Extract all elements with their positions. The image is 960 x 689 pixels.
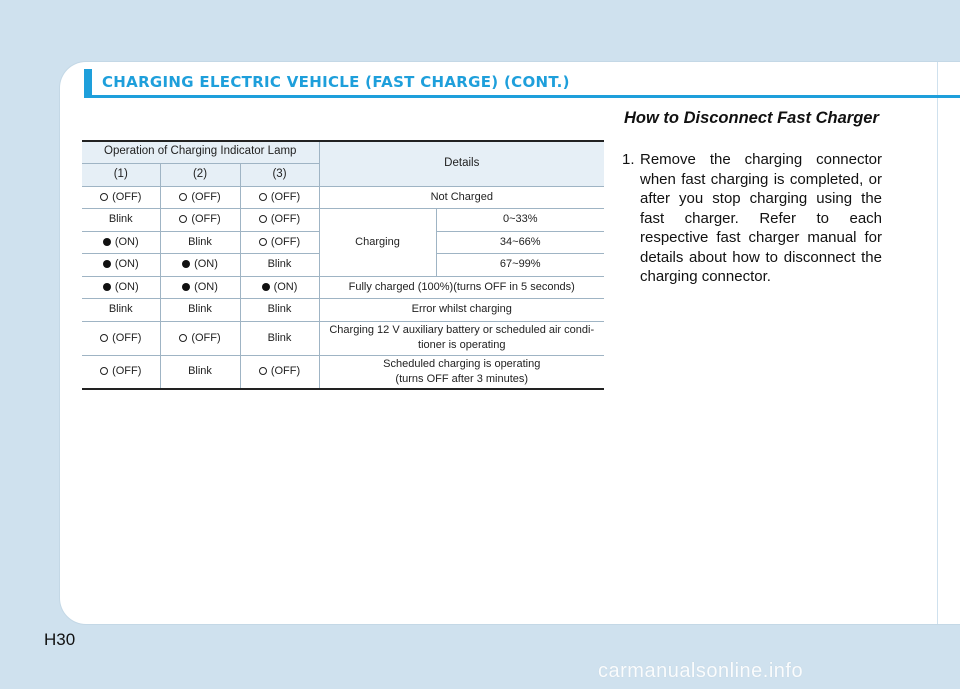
lamp-cell — [82, 253, 160, 276]
table-row — [82, 355, 604, 389]
lamp-cell — [160, 298, 240, 321]
right-margin-rule — [937, 62, 938, 624]
lamp-off-icon — [179, 215, 187, 223]
table-row — [82, 186, 604, 208]
lamp-cell — [240, 276, 319, 298]
charging-indicator-table — [82, 140, 604, 390]
detail-cell: 34~66% — [436, 231, 604, 253]
step-text: Remove the charging connector when fast charging is completed, or after you stop charging using the fast charger. Refer to each respective fast charger manual for details about how to disconnect the charging connector. — [640, 151, 882, 285]
lamp-state-text: (OFF) — [112, 331, 142, 344]
lamp-off-icon — [259, 367, 267, 375]
lamp-state-text: (OFF) — [270, 190, 301, 203]
detail-cell — [319, 321, 604, 355]
lamp-state-text: (OFF) — [191, 331, 221, 344]
lamp-cell — [240, 355, 319, 389]
step-1 — [622, 150, 882, 287]
lamp-cell — [82, 186, 160, 208]
group-header: Operation of Charging Indicator Lamp — [82, 141, 319, 163]
header-underline — [84, 95, 960, 98]
page-number: H30 — [44, 630, 76, 649]
lamp-state-text: (OFF) — [270, 365, 301, 378]
lamp-cell — [240, 298, 319, 321]
detail-line-1: Scheduled charging is operating — [383, 357, 541, 370]
lamp-cell — [160, 276, 240, 298]
lamp-state-text: Blink — [188, 235, 212, 248]
lamp-off-icon — [259, 238, 267, 246]
table-row — [82, 208, 604, 231]
lamp-off-icon — [179, 193, 187, 201]
detail-cell: Error whilst charging — [319, 298, 604, 321]
lamp-state-text: Blink — [188, 303, 212, 316]
lamp-state-text: Blink — [267, 258, 292, 271]
lamp-off-icon — [179, 334, 187, 342]
lamp-cell — [82, 208, 160, 231]
lamp-state-text: (ON) — [114, 235, 139, 248]
detail-line-1: Charging 12 V auxiliary battery or scheduled air condi- — [329, 324, 595, 337]
lamp-state-text: (ON) — [114, 258, 139, 271]
lamp-state-text: (OFF) — [191, 190, 221, 203]
detail-cell — [319, 355, 604, 389]
step-number: 1. — [622, 151, 635, 168]
detail-cell: 67~99% — [436, 253, 604, 276]
lamp-state-text: Blink — [108, 303, 133, 316]
charging-group-cell: Charging — [319, 208, 436, 276]
table-row — [82, 276, 604, 298]
lamp-state-text: (ON) — [194, 258, 218, 271]
lamp-state-text: Blink — [188, 365, 212, 378]
detail-cell: Not Charged — [319, 186, 604, 208]
lamp-cell — [82, 355, 160, 389]
lamp-cell — [240, 186, 319, 208]
lamp-cell — [160, 253, 240, 276]
detail-line-2: (turns OFF after 3 minutes) — [395, 372, 529, 385]
lamp-column-3: (3) — [240, 163, 319, 186]
lamp-cell — [82, 298, 160, 321]
details-header: Details — [319, 141, 604, 186]
detail-cell: Fully charged (100%)(turns OFF in 5 seconds) — [319, 276, 604, 298]
lamp-state-text: Blink — [267, 303, 292, 316]
table-row — [82, 298, 604, 321]
lamp-state-text: (OFF) — [112, 190, 142, 203]
lamp-cell — [240, 208, 319, 231]
lamp-cell — [160, 321, 240, 355]
table-row — [82, 321, 604, 355]
lamp-on-icon — [103, 283, 111, 291]
lamp-cell — [160, 208, 240, 231]
lamp-state-text: (ON) — [114, 280, 139, 293]
detail-cell: 0~33% — [436, 208, 604, 231]
header-title: CHARGING ELECTRIC VEHICLE (FAST CHARGE) (CONT.) — [102, 73, 570, 91]
lamp-on-icon — [182, 283, 190, 291]
lamp-state-text: (OFF) — [191, 213, 221, 226]
table-header-row — [82, 141, 604, 163]
lamp-column-1: (1) — [82, 163, 160, 186]
lamp-state-text: Blink — [108, 213, 133, 226]
lamp-cell — [82, 231, 160, 253]
section-heading: How to Disconnect Fast Charger — [624, 109, 879, 127]
lamp-cell — [82, 321, 160, 355]
lamp-cell — [82, 276, 160, 298]
lamp-off-icon — [100, 367, 108, 375]
watermark-text: carmanualsonline.info — [598, 660, 804, 682]
lamp-column-2: (2) — [160, 163, 240, 186]
lamp-on-icon — [103, 238, 111, 246]
lamp-cell — [240, 231, 319, 253]
lamp-off-icon — [100, 334, 108, 342]
lamp-on-icon — [182, 260, 190, 268]
header-accent-bar — [84, 69, 92, 95]
lamp-state-text: (OFF) — [270, 235, 301, 248]
lamp-off-icon — [259, 193, 267, 201]
lamp-cell — [160, 186, 240, 208]
lamp-off-icon — [100, 193, 108, 201]
lamp-on-icon — [103, 260, 111, 268]
lamp-cell — [240, 321, 319, 355]
lamp-off-icon — [259, 215, 267, 223]
lamp-cell — [240, 253, 319, 276]
lamp-state-text: (OFF) — [270, 213, 301, 226]
section-header — [84, 69, 960, 95]
lamp-cell — [160, 231, 240, 253]
lamp-state-text: (OFF) — [112, 365, 142, 378]
lamp-state-text: (ON) — [194, 280, 218, 293]
lamp-state-text: (ON) — [273, 280, 298, 293]
lamp-on-icon — [262, 283, 270, 291]
lamp-state-text: Blink — [267, 331, 292, 344]
lamp-cell — [160, 355, 240, 389]
detail-line-2: tioner is operating — [418, 339, 506, 351]
